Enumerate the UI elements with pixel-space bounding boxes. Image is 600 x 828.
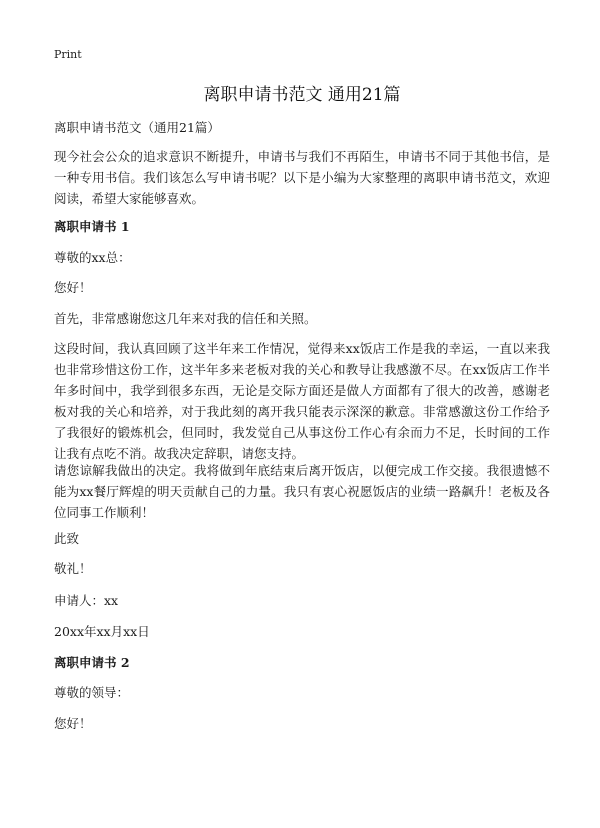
page-title: 离职申请书范文 通用21篇 xyxy=(203,85,401,105)
letter1-paragraph-2: 这段时间，我认真回顾了这半年来工作情况，觉得来xx饭店工作是我的幸运，一直以来我也非常珍惜这份工作，这半年多来老板对我的关心和教导让我感激不尽。在xx饭店工作半年多时间中，我学到很多东西，无论是交际方面还是做人方面都有了很大的改善，感谢老板对我的关心和培养，对于我此刻的离开我只能表示深深的歉意。非常感激这份工作给予了我很好的锻炼机会，但同时，我发觉自己从事这份工作心有余而力不足，长时间的工作让我有点吃不消。故我决定辞职，请您支持。 xyxy=(54,341,550,461)
letter2-salutation: 尊敬的领导： xyxy=(54,685,130,700)
letter1-greeting: 您好！ xyxy=(54,280,92,295)
letter1-salutation: 尊敬的xx总： xyxy=(54,250,131,265)
letter1-closing-1: 此致 xyxy=(54,531,80,546)
intro-paragraph: 现今社会公众的追求意识不断提升，申请书与我们不再陌生，申请书不同于其他书信，是一种专用书信。我们该怎么写申请书呢？以下是小编为大家整理的离职申请书范文，欢迎阅读，希望大家能够喜欢。 xyxy=(54,149,550,206)
letter1-applicant: 申请人：xx xyxy=(54,593,119,608)
letter1-heading: 离职申请书 1 xyxy=(54,219,130,234)
letter2-greeting: 您好！ xyxy=(54,716,92,731)
subtitle: 离职申请书范文（通用21篇） xyxy=(54,120,220,135)
print-link[interactable]: Print xyxy=(54,48,82,61)
letter1-date: 20xx年xx月xx日 xyxy=(54,624,150,639)
letter1-paragraph-1: 首先，非常感谢您这几年来对我的信任和关照。 xyxy=(54,311,317,326)
letter2-heading: 离职申请书 2 xyxy=(54,655,130,670)
letter1-closing-2: 敬礼！ xyxy=(54,561,92,576)
letter1-paragraph-3: 请您谅解我做出的决定。我将做到年底结束后离开饭店，以便完成工作交接。我很遗憾不能为xx餐厅辉煌的明天贡献自己的力量。我只有衷心祝愿饭店的业绩一路飙升！老板及各位同事工作顺利！ xyxy=(54,463,550,520)
